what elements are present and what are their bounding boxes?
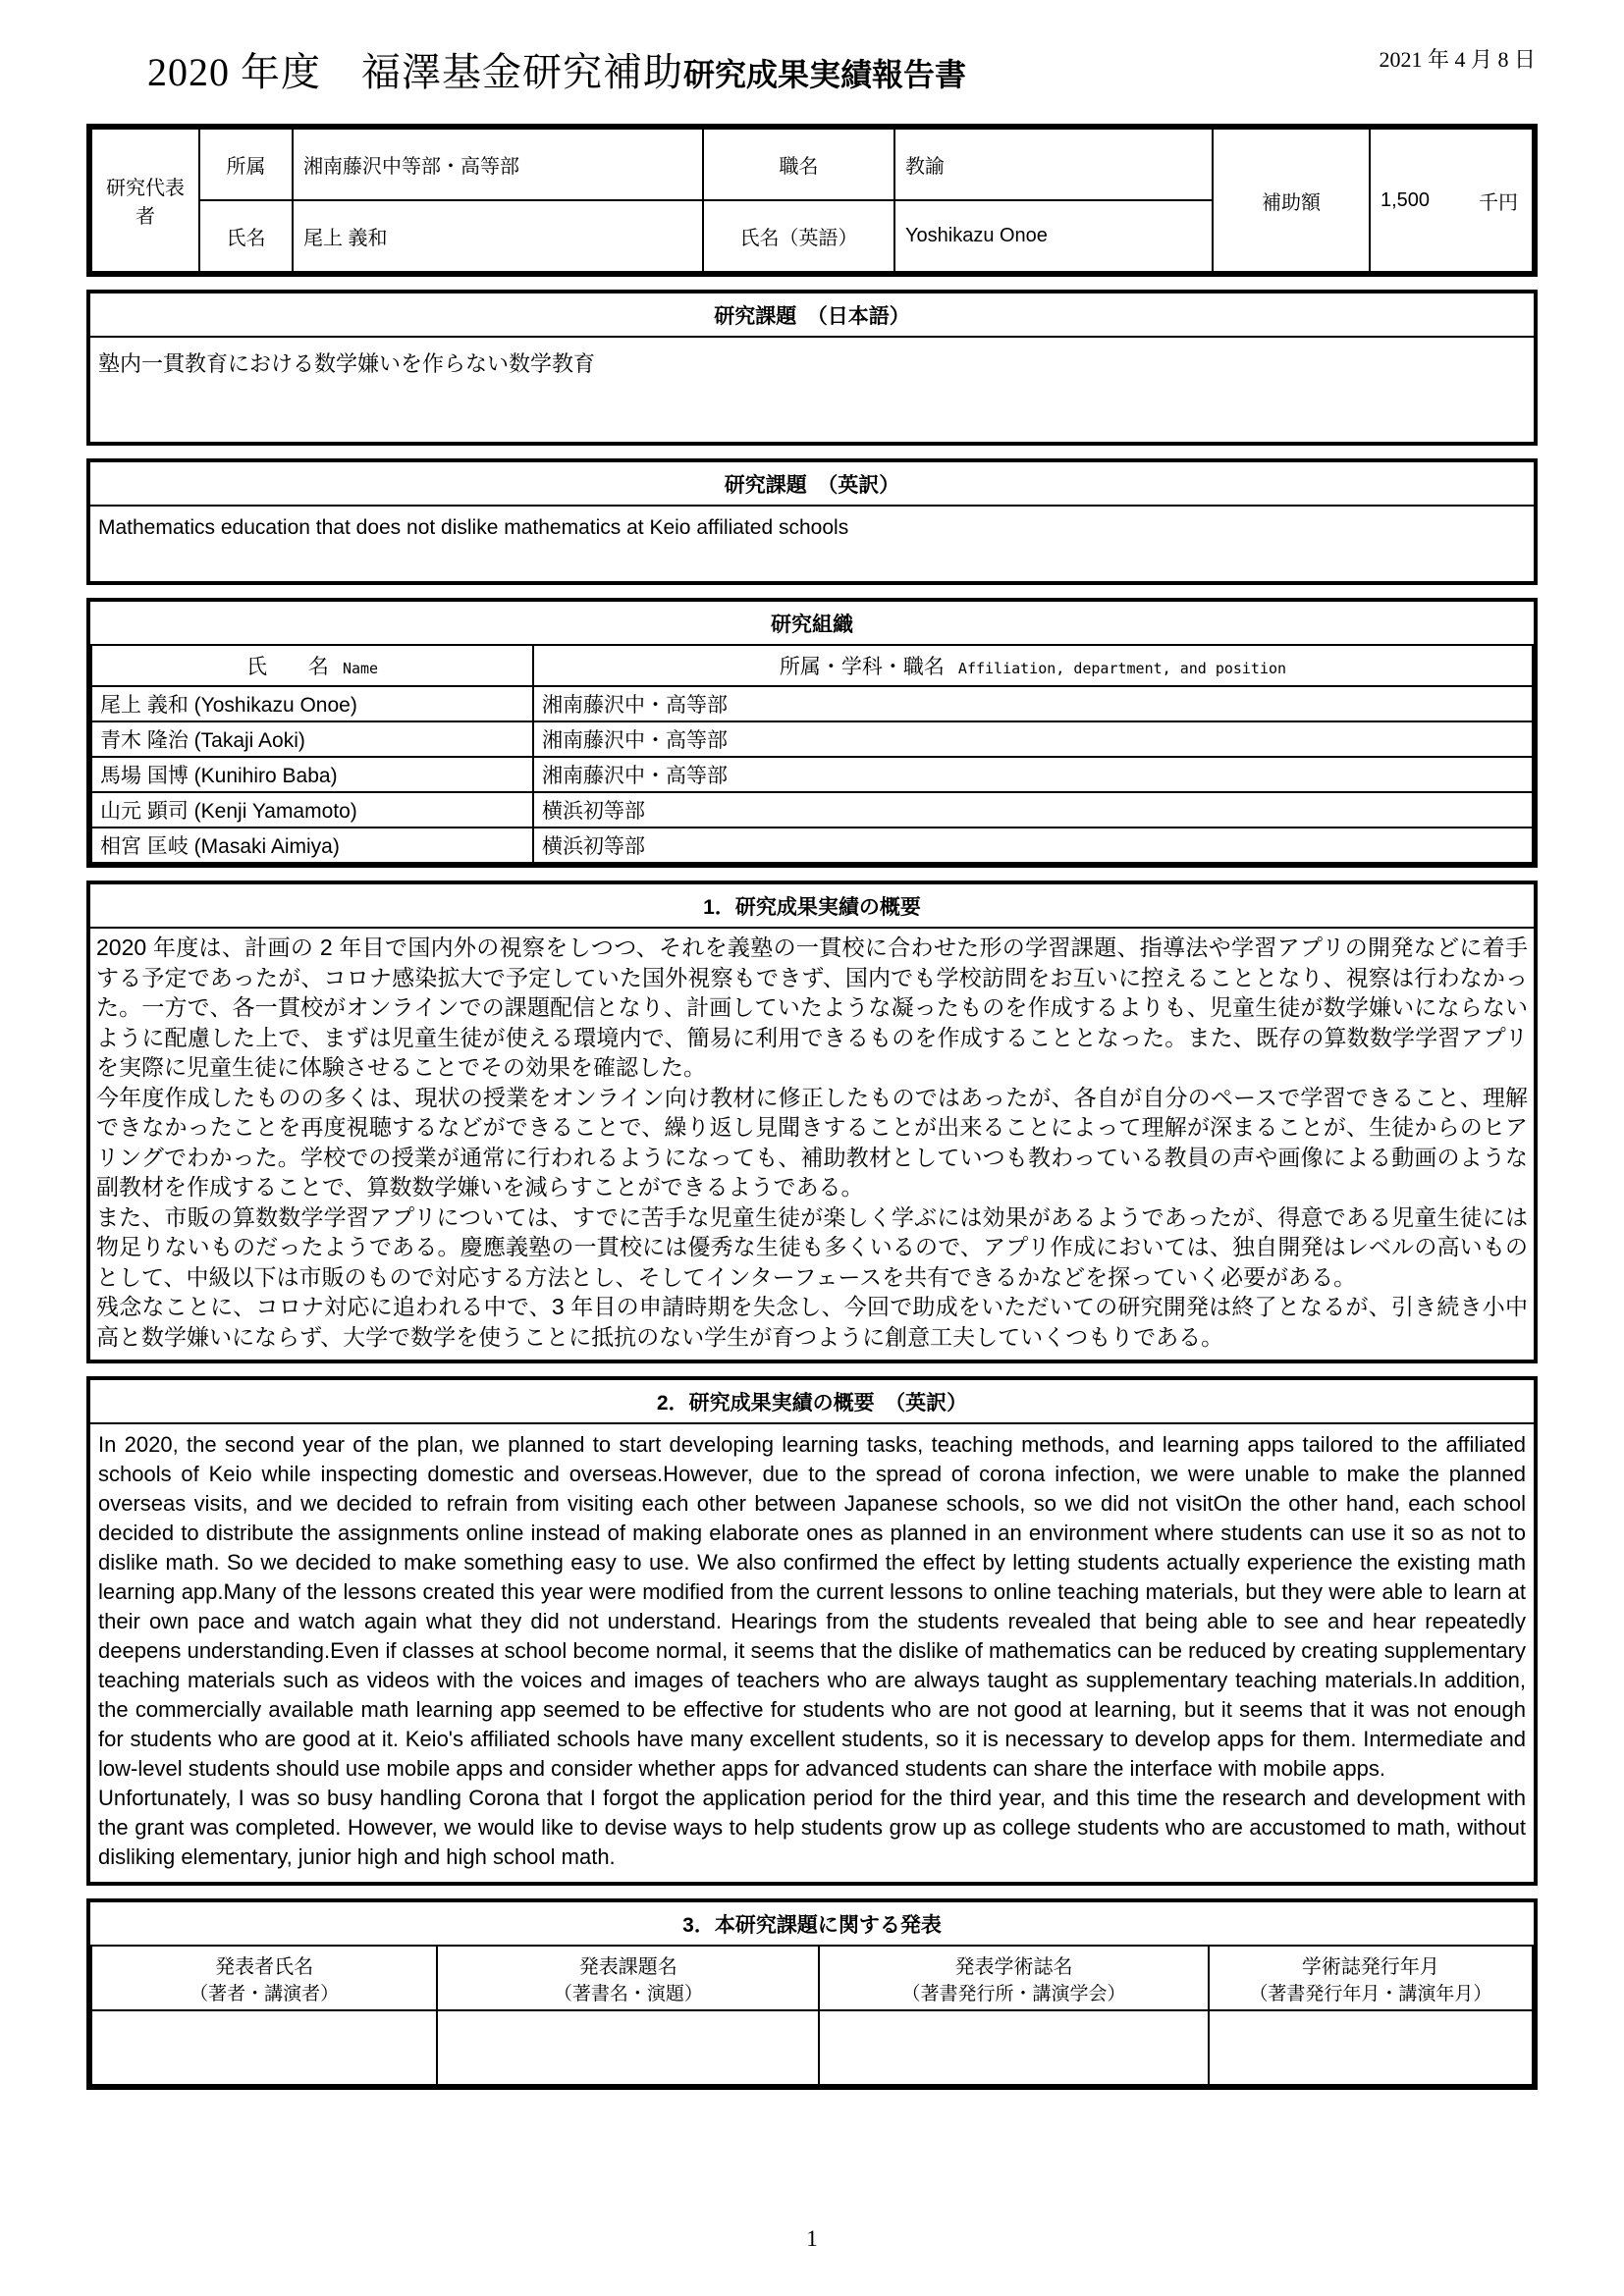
organization-member-row [91, 828, 1533, 863]
section1-header: 1．研究成果実績の概要 [90, 884, 1534, 929]
name-value-cell: 尾上 義和 [293, 200, 703, 272]
research-title-en-box [86, 458, 1538, 585]
presentation-title-column-title: 発表課題名 [578, 1956, 677, 1978]
member-name: 青木 隆治 (Takaji Aoki) [91, 721, 533, 757]
journal-column-header [819, 1946, 1208, 2010]
report-content [86, 0, 1538, 2103]
presenter-column-subtitle: （著者・講演者） [189, 1984, 340, 2004]
presentation-date-cell [1209, 2010, 1533, 2085]
presentations-header-row [91, 1946, 1533, 2010]
report-date: 2021 年 4 月 8 日 [1379, 47, 1536, 72]
presenter-column-header [91, 1946, 437, 2010]
grant-amount-inner [1371, 187, 1532, 215]
presentation-presenter-cell [91, 2010, 437, 2085]
page-title-main: 2020 年度 福澤基金研究補助 [147, 50, 683, 94]
presentation-title-cell [437, 2010, 819, 2085]
representative-table [90, 128, 1534, 273]
journal-column-subtitle: （著書発行所・講演学会） [901, 1984, 1126, 2004]
section1-paragraph: 残念なことに、コロナ対応に追われる中で、3 年目の申請時期を失念し、今回で助成をいただいての研究開発は終了となるが、引き続き小中高と数学嫌いにならず、大学で数学を使うことに抵抗のない学生が育つように創意工夫していくつもりである。 [96, 1294, 1528, 1350]
member-affiliation: 湘南藤沢中・高等部 [533, 757, 1533, 792]
organization-name-header-en: Name [342, 660, 379, 677]
member-affiliation: 湘南藤沢中・高等部 [533, 686, 1533, 721]
member-name: 山元 顕司 (Kenji Yamamoto) [91, 792, 533, 828]
member-name: 馬場 国博 (Kunihiro Baba) [91, 757, 533, 792]
name-en-label-cell: 氏名（英語） [703, 200, 894, 272]
member-affiliation: 横浜初等部 [533, 792, 1533, 828]
name-label-cell: 氏名 [199, 200, 293, 272]
name-en-value-cell: Yoshikazu Onoe [894, 200, 1213, 272]
position-value-cell: 教諭 [894, 129, 1213, 200]
research-title-en-value: Mathematics education that does not dislike mathematics at Keio affiliated schools [98, 516, 849, 539]
organization-affiliation-header-en: Affiliation, department, and position [957, 660, 1287, 677]
page-title [147, 41, 966, 97]
section2-paragraph: In 2020, the second year of the plan, we planned to start developing learning tasks, teaching methods, and learning apps tailored to the affiliated schools of Keio while inspecting domestic and overseas.However, due to the spread of corona infection, we were unable to make the planned overseas visits, and we decided to refrain from visiting each other between Japanese schools, so we did not visitOn the other hand, each school decided to distribute the assignments online instead of making elaborate ones as planned in an environment where students can use it so as not to dislike math. So we decided to make something easy to use. We also confirmed the effect by letting students actually experience the existing math learning app.Many of the lessons created this year were modified from the current lessons to online teaching materials, but they were able to learn at their own pace and watch again what they did not understand. Hearings from the students revealed that being able to see and hear repeatedly deepens understanding.Even if classes at school become normal, it seems that the dislike of mathematics can be reduced by creating supplementary teaching materials such as videos with the voices and images of teachers who are always taught as supplementary teaching materials.In addition, the commercially available math learning app seemed to be effective for students who are not good at learning, but it seems that it was not enough for students who are good at it. Keio's affiliated schools have many excellent students, so it is necessary to develop apps for them. Intermediate and low-level students should use mobile apps and consider whether apps for advanced students can share the interface with mobile apps. [98, 1432, 1526, 1781]
organization-member-row [91, 721, 1533, 757]
organization-member-row [91, 757, 1533, 792]
grant-label-cell: 補助額 [1213, 129, 1370, 272]
presenter-column-title: 発表者氏名 [215, 1956, 314, 1978]
page-title-sub: 研究成果実績報告書 [683, 57, 967, 92]
representative-box [86, 124, 1538, 277]
publication-date-column-header [1209, 1946, 1533, 2010]
section3-header: 3．本研究課題に関する発表 [682, 1914, 942, 1937]
member-name: 相宮 匡岐 (Masaki Aimiya) [91, 828, 533, 863]
section1-paragraph: 2020 年度は、計画の 2 年目で国内外の視察をしつつ、それを義塾の一貫校に合わせた形の学習課題、指導法や学習アプリの開発などに着手する予定であったが、コロナ感染拡大で予定していた国外視察もできず、国内でも学校訪問をお互いに控えることとなり、視察は行わなかった。一方で、各一貫校がオンラインでの課題配信となり、計画していたような凝ったものを作成するよりも、児童生徒が数学嫌いにならないように配慮した上で、まずは児童生徒が使える環境内で、簡易に利用できるものを作成することとなった。また、既存の算数数学学習アプリを実際に児童生徒に体験させることでその効果を確認した。 [96, 934, 1528, 1080]
section1-body [90, 929, 1534, 1360]
presentation-title-column-header [437, 1946, 819, 2010]
section3-box [86, 1898, 1538, 2090]
organization-affiliation-column-header [533, 645, 1533, 686]
grant-amount-cell [1370, 129, 1533, 272]
section2-header: 2．研究成果実績の概要 （英訳） [90, 1380, 1534, 1424]
organization-table [90, 644, 1534, 864]
organization-affiliation-header-ja: 所属・学科・職名 [779, 656, 945, 678]
research-title-en-header: 研究課題 （英訳） [90, 462, 1534, 507]
grant-amount-unit: 千円 [1479, 191, 1518, 214]
organization-header: 研究組織 [771, 614, 853, 636]
section2-box [86, 1376, 1538, 1886]
member-name: 尾上 義和 (Yoshikazu Onoe) [91, 686, 533, 721]
presentation-title-column-subtitle: （著書名・演題） [553, 1984, 703, 2004]
section2-paragraph: Unfortunately, I was so busy handling Corona that I forgot the application period for the third year, and this time the research and development with the grant was completed. However, we would like to devise ways to help students grow up as college students who are accustomed to math, without disliking elementary, junior high and high school math. [98, 1786, 1526, 1869]
affiliation-label-cell: 所属 [199, 129, 293, 200]
member-affiliation: 横浜初等部 [533, 828, 1533, 863]
organization-name-column-header [91, 645, 533, 686]
publication-date-column-subtitle: （著書発行年月・講演年月） [1249, 1984, 1492, 2004]
section1-paragraph: 今年度作成したものの多くは、現状の授業をオンライン向け教材に修正したものではあったが、各自が自分のペースで学習できること、理解できなかったことを再度視聴するなどができることで、繰り返し見聞きすることが出来ることによって理解が深まることが、生徒からのヒアリングでわかった。学校での授業が通常に行われるようになっても、補助教材としていつも教わっている教員の声や画像による動画のような副教材を作成することで、算数数学嫌いを減らすことができるようである。 [96, 1084, 1528, 1200]
organization-member-row [91, 792, 1533, 828]
grant-amount-value: 1,500 [1380, 188, 1431, 211]
page-number: 1 [806, 2226, 818, 2251]
research-title-ja-value: 塾内一貫教育における数学嫌いを作らない数学教育 [98, 351, 596, 376]
section1-paragraph: また、市販の算数数学学習アプリについては、すでに苦手な児童生徒が楽しく学ぶには効果があるようであったが、得意である児童生徒には物足りないものだったようである。慶應義塾の一貫校には優秀な生徒も多くいるので、アプリ作成においては、独自開発はレベルの高いものとして、中級以下は市販のもので対応する方法とし、そしてインターフェースを共有できるかなどを探っていく必要がある。 [96, 1203, 1528, 1290]
section2-body [90, 1424, 1534, 1882]
research-title-ja-box [86, 290, 1538, 446]
affiliation-value-cell: 湘南藤沢中等部・高等部 [293, 129, 703, 200]
presentations-table [90, 1945, 1534, 2086]
organization-name-header-ja: 氏 名 [245, 656, 329, 678]
position-label-cell: 職名 [703, 129, 894, 200]
member-affiliation: 湘南藤沢中・高等部 [533, 721, 1533, 757]
presentation-row [91, 2010, 1533, 2085]
document-header [86, 0, 1538, 124]
organization-box [86, 598, 1538, 868]
presentation-journal-cell [819, 2010, 1208, 2085]
representative-label-cell: 研究代表者 [91, 129, 199, 272]
research-title-ja-header: 研究課題 （日本語） [90, 294, 1534, 338]
publication-date-column-title: 学術誌発行年月 [1301, 1956, 1439, 1978]
organization-member-row [91, 686, 1533, 721]
journal-column-title: 発表学術誌名 [954, 1956, 1073, 1978]
section1-box [86, 881, 1538, 1363]
